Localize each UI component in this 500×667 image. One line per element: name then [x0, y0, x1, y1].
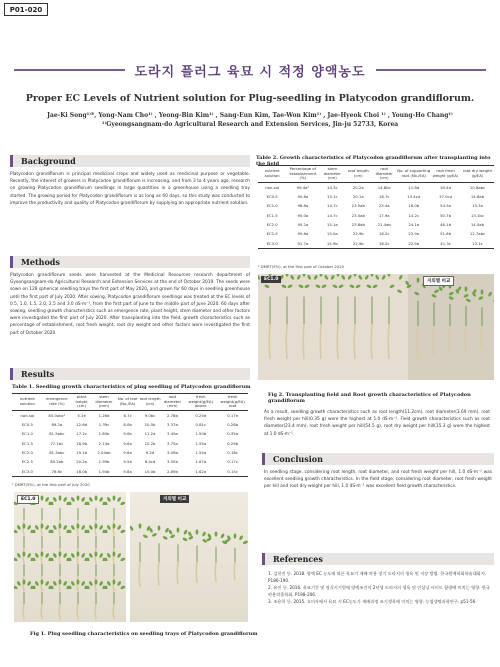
table-cell: 23.8ab	[351, 222, 365, 228]
table-cell: 14.7c	[327, 212, 338, 218]
table-cell: 95.2a	[297, 222, 309, 228]
table2	[258, 165, 494, 249]
table-cell: 0.29b	[227, 440, 239, 446]
poster-id: P01-020	[4, 3, 48, 16]
table-cell: 9.6a	[123, 450, 132, 456]
table-cell: 9.0b	[123, 431, 132, 437]
table1-row	[12, 420, 248, 429]
table-cell: 10.0b	[139, 467, 160, 476]
table-cell: 15.3a	[472, 203, 483, 209]
table-cell: non-sol	[265, 184, 280, 190]
table-cell: 2.78b	[167, 412, 178, 418]
seedling-plant	[202, 531, 230, 581]
table2-header-cell: root fresh weight (g/EA)	[432, 168, 459, 178]
table-cell: 9.6a	[123, 440, 132, 446]
table1-header-cell: nutrient solution	[19, 396, 35, 406]
table-cell: 14.8bc	[377, 184, 391, 190]
table-cell: 8.0b	[123, 421, 132, 427]
table-cell: 37.0cd	[439, 193, 453, 199]
table-cell: 1.99b	[98, 459, 110, 465]
table2-row	[258, 192, 494, 201]
table2-note: ² DMRT(5%), at the first part of October 2020	[258, 264, 345, 269]
table-cell: 95.0a	[297, 212, 309, 218]
table-cell: 14.3c	[327, 184, 338, 190]
table-cell: 2.14a	[98, 440, 110, 446]
table-cell: EC2.5	[21, 459, 33, 465]
reference-item: 1. 김헌진 등. 2018. 양액 EC 농도에 따른 육묘기 재배 약용 장기 도라지의 생육 및 저장 방법. 한국원예학회학술대회지. P186-190.	[268, 571, 487, 583]
affiliation-line: ¹⁾Gyeongsangnam-do Agricultural Research and Extension Services, Jin-ju 52733, Korea	[101, 121, 399, 128]
table-cell: 17.9a	[378, 212, 390, 218]
table-cell: 3.09b	[167, 450, 178, 456]
table2-header-row	[258, 166, 494, 183]
table-cell: 6.7c	[123, 412, 132, 418]
references-heading: References	[262, 553, 494, 565]
seedling-plant	[102, 495, 126, 535]
table-cell: EC1.0	[21, 431, 33, 437]
table-cell: 0.81c	[195, 421, 207, 427]
table-cell: 76.6c	[43, 467, 71, 476]
table-cell: 95.6a	[297, 193, 309, 199]
table-cell: 20.2a	[76, 459, 87, 465]
conclusion-text: In seedling stage, considering root length, root diameter, and root fresh weight per hill, 1.0 dS·m⁻¹ was excellent seedling growth characteristics. In the field stage, considering root diameter, root fresh weight per hill and root dry weight per hill, 1.0 dS·m⁻¹ was excellent field growth characteristics.	[264, 470, 492, 490]
table-cell: 3.05b	[167, 459, 178, 465]
title-english: Proper EC Levels of Nutrient solution for Plug-seedling in Platycodon grandiflorum.	[25, 93, 475, 104]
root-growth-image	[258, 274, 494, 380]
table-cell: 46.1b	[440, 222, 451, 228]
table1-row	[12, 410, 248, 419]
seedling-plant	[66, 495, 90, 535]
table-cell: 18.2c	[371, 239, 397, 248]
table-cell: 19.1b	[76, 450, 88, 456]
table-cell: EC2.5	[266, 231, 278, 237]
results-heading: Results	[10, 368, 250, 380]
table-cell: 50.7b	[440, 212, 451, 218]
table2-caption: Table 2. Growth characteristics of Platycodon grandiflorum after transplanting into the field	[256, 155, 491, 167]
fig1-photo-tray	[14, 492, 126, 622]
table-cell: 10.8abc	[469, 184, 486, 190]
table2-header-cell: stem diameter (cm)	[323, 166, 341, 181]
table1	[12, 393, 248, 477]
fig1-photo-compare	[130, 492, 248, 622]
table1-header-cell: fresh weight(g/EA) above	[188, 394, 213, 409]
seedling-plant	[14, 579, 36, 619]
table-cell: 81.3abc	[49, 450, 65, 456]
seedling-compare-image	[130, 492, 248, 622]
table-cell: 0.28b	[227, 421, 239, 427]
table-cell: 20.1a	[352, 193, 364, 199]
table-cell: 18.9b	[76, 440, 88, 446]
table2-row	[258, 182, 494, 191]
table-cell: 0.35a	[227, 431, 239, 437]
table1-row	[12, 438, 248, 447]
table-cell: 21.4ab	[377, 222, 391, 228]
seedling-plant	[182, 529, 212, 583]
table-cell: EC3.0	[258, 239, 286, 248]
table-cell: 41.3c	[430, 239, 461, 248]
seedling-plant	[84, 495, 108, 535]
table-cell: 1.50b	[195, 431, 207, 437]
methods-heading: Methods	[10, 256, 250, 268]
table-cell: 22.9a	[397, 239, 430, 248]
table-cell: 17.2c	[76, 431, 87, 437]
table2-row	[258, 201, 494, 210]
table-cell: 54.5a	[440, 203, 451, 209]
fig2-caption: Fig 2. Transplanting field and Root growth characteristics of Platycodon grandiflorum	[268, 392, 471, 404]
table-cell: 14.5ab	[470, 222, 485, 228]
table-cell: 1.26d	[98, 412, 110, 418]
table-cell: 22.9b	[345, 239, 371, 248]
table-cell: 10.2b	[144, 440, 156, 446]
table-cell: 13.1bc	[470, 212, 484, 218]
table-cell: non-sol	[20, 412, 35, 418]
table-cell: 13.4cd	[407, 193, 421, 199]
table-cell: 9.0bc	[144, 412, 156, 418]
table2-row	[258, 220, 494, 229]
table-cell: EC1.5	[21, 440, 33, 446]
table-cell: 0.17e	[227, 412, 239, 418]
background-heading: Background	[10, 155, 250, 167]
table-cell: 2.89b	[161, 467, 185, 476]
reference-item: 2. 유진 등. 2016. 육묘기간 및 정식시기별에 양액조건이 2년생 도라지의 생육 및 인삼닝 사미드 함량에 미치는 영향. 한국약용작물학회. P198-206.	[268, 585, 490, 597]
table-cell: 15.1c	[327, 193, 338, 199]
table-cell: 5.1e	[77, 412, 86, 418]
seedling-plant	[48, 495, 72, 535]
background-text: Platycodon grandiflorum is principal medicinal crops and widely used as medicinal purpose or vegetable. Recently, the interest of growers in Platycodon grandiflorum is increasing, and from 3 to 4 years ago, research on growing Platycodon grandiflorum seedlings in large quantities in a greenhouse using a seedling tray started. The growing period for Platycodon grandiflorum is as long as 60 days, so this study was conducted to improve the productivity and quality of Platycodon grandiflorum by supplying an appropriate nutrient solution.	[10, 172, 250, 206]
table-cell: 9.5a	[123, 459, 132, 465]
table2-header-cell: root length (cm)	[347, 168, 369, 178]
table1-note: ² DMRT(5%), at the first part of July 2020	[12, 482, 90, 487]
table-cell: 18.0b	[71, 467, 92, 476]
table-cell: 81.5abc	[49, 431, 65, 437]
table1-header-cell: No. of leaf (No./EA)	[117, 396, 138, 406]
table-cell: 99.4a²	[296, 184, 309, 190]
table2-header-cell: Percentage of establishment (%)	[289, 166, 317, 181]
table-cell: 77.1bc	[50, 440, 64, 446]
table2-row	[258, 210, 494, 219]
table-cell: 23.5ab	[351, 203, 365, 209]
table-cell: 3.37b	[167, 421, 178, 427]
table-cell: 89.2a	[51, 421, 63, 427]
table-cell: 1.94b	[92, 467, 116, 476]
authors-line: Jae-Ki Song¹⁾*, Yong-Nam Cho¹⁾ , Yeong-Bin Kim¹⁾ , Sang-Eun Kim, Tae-Won Kim¹⁾ , Jae-Hyeok Choi ¹⁾ , Young-Ho Chang¹⁾	[47, 112, 453, 119]
fig2-tag-ec: EC1.0	[261, 276, 281, 283]
fig1-tag-ec: EC1.0	[17, 495, 39, 504]
table-cell: 18.2c	[378, 231, 390, 237]
table-cell: EC3.0	[12, 467, 43, 476]
table2-row	[258, 239, 494, 248]
table2-header-cell: nutrient solution	[264, 168, 280, 178]
table-cell: 95.6a	[297, 231, 309, 237]
table2-header-cell: No. of supporting root (No./EA)	[397, 168, 431, 178]
table1-row	[12, 457, 248, 466]
table-cell: 1.54a	[195, 450, 207, 456]
table-cell: 24.1a	[408, 222, 420, 228]
table1-row	[12, 467, 248, 476]
seedling-plant	[14, 551, 36, 591]
table-cell: 1.67a	[195, 459, 207, 465]
table-cell: 8.4cd	[144, 459, 156, 465]
table-cell: 18.0b	[408, 203, 420, 209]
table1-header-cell: stem diameter (mm)	[95, 394, 113, 409]
table1-row	[12, 448, 248, 457]
title-bar	[0, 60, 500, 80]
table-cell: EC1.5	[266, 212, 278, 218]
seedling-plant	[162, 527, 194, 584]
table1-header-cell: root length (cm)	[139, 396, 161, 406]
table-cell: EC1.0	[266, 203, 278, 209]
table-cell: 0.15c	[217, 467, 248, 476]
table-cell: 15.0a	[326, 231, 338, 237]
table-cell: 10.5b	[144, 421, 156, 427]
table1-header-cell: fresh weight(g/EA) root	[220, 394, 245, 409]
table1-header-row	[12, 394, 248, 411]
table-cell: 1.62a	[184, 467, 217, 476]
table-cell: EC2.0	[266, 222, 278, 228]
table-cell: 51.6b	[440, 231, 451, 237]
fig1-tag-compare: 지의별 비교	[160, 495, 189, 503]
table1-header-cell: root diameter (mm)	[163, 394, 182, 409]
table-cell: 9.8a	[116, 467, 140, 476]
methods-text: Platycodon grandiflorum seeds were harvested at the Medicinal Resources research department of Gyeongsangnam-do Agricultural Research and Extension Services at the end of October 2019. The seeds were sown on 128 spherical seedling trays the first part of May 2020, and grown for 60 days in seedling greenhouse until the first part of July 2020. After sowing, Platycodon grandiflorum seedlings was treated at the EC levels of 0.5, 1.0, 1.5, 2.0, 2.5 and 3.0 dS·m⁻¹, from the first part of June to the middle part of June 2020. 60 days after sowing, seedling growth characteristics such as emergence rate, plant height, stem diameter and other factors were investigated the first part of July 2020. After transplanting into the field, growth characteristics such as percentage of establishment, root fresh weight, root dry weight and other factors were investigated the first part of October 2020.	[10, 273, 250, 336]
table-cell: 9.2d	[145, 450, 155, 456]
table2-header-cell: root dry weight (g/EA)	[462, 168, 492, 178]
table-cell: 14.2c	[408, 212, 419, 218]
table-cell: EC0.5	[266, 193, 278, 199]
table-cell: 22.9b	[352, 231, 364, 237]
fig2-tag-compare: 지의별 비교	[423, 276, 454, 286]
table-cell: 85.0abc²	[48, 412, 66, 418]
seedling-plant	[142, 525, 175, 585]
results-text: As a result, seedling growth characteristics such as root length(11.2cm), root diameter(3.69 mm), root fresh weight per hill(0.35 g) were the highest at 1.0 dS·m⁻¹. Field growth characteristics such as root diameter(23.4 mm), root fresh weight per hill(54.5 g), root dry weight per hill(15.3 g) were the highest at 1.0 dS·m⁻¹.	[264, 410, 490, 437]
table-cell: 12.7abc	[469, 231, 486, 237]
seedling-plant	[130, 523, 157, 587]
references-list	[268, 570, 492, 605]
table-cell: 3.49a	[167, 431, 178, 437]
table-cell: 14.8ab	[470, 193, 485, 199]
table-cell: 1.39c	[98, 421, 110, 427]
table-cell: 91.7a	[286, 239, 319, 248]
table-cell: 85.2ab	[50, 459, 64, 465]
table-cell: 0.25d	[195, 412, 207, 418]
table1-row	[12, 429, 248, 438]
fig1-caption: Fig 1. Plug seedling characteristics on seedling trays of Platycodon grandiflorum	[30, 631, 258, 637]
table-cell: 1.55a	[195, 440, 207, 446]
table-cell: EC0.5	[21, 421, 33, 427]
fig2-photo-field	[258, 274, 494, 380]
authors-block	[0, 111, 500, 129]
table-cell: 2.04ab	[97, 450, 111, 456]
table-cell: 20.2a	[352, 184, 364, 190]
table1-header-cell: plant height (cm)	[75, 394, 88, 409]
table1-caption: Table 1. Seedling growth characteristics of plug seedling of Platycodon grandiflorum	[12, 384, 251, 390]
seedling-tray-image	[14, 492, 126, 622]
table-cell: 39.4d	[440, 184, 451, 190]
title-korean: 도라지 플러그 육묘 시 적정 양액농도	[125, 61, 376, 80]
table-cell: 0.18c	[227, 450, 238, 456]
table-cell: 23.4a	[378, 203, 390, 209]
table-cell: 11.8d	[408, 184, 420, 190]
table-cell: 23.9a	[408, 231, 420, 237]
table-cell: 14.7c	[327, 203, 338, 209]
table-cell: 12.6d	[76, 421, 88, 427]
table-cell: 11.2a	[144, 431, 156, 437]
reference-item: 3. 조용희 등. 2015. 오미자에서 육묘 시 EC농도가 재배과정 조기생육에 미치는 영향. 농업생명과학연구. p51-56.	[268, 599, 477, 604]
table-cell: 1.60b	[98, 431, 110, 437]
table-cell: 15.9b	[319, 239, 345, 248]
table-cell: 15.1a	[326, 222, 338, 228]
table-cell: 18.7c	[378, 193, 390, 199]
table1-header-cell: emergence rate (%)	[46, 396, 68, 406]
table-cell: 3.75a	[167, 440, 178, 446]
table-cell: 98.8a	[297, 203, 309, 209]
table-cell: 0.17c	[227, 459, 238, 465]
table-cell: 12.1c	[461, 239, 494, 248]
table-cell: EC2.0	[21, 450, 33, 456]
table-cell: 23.5ab	[351, 212, 365, 218]
seedling-plant	[14, 523, 36, 563]
conclusion-heading: Conclusion	[262, 453, 494, 465]
table2-row	[258, 229, 494, 238]
table2-header-cell: root diameter (cm)	[375, 166, 393, 181]
